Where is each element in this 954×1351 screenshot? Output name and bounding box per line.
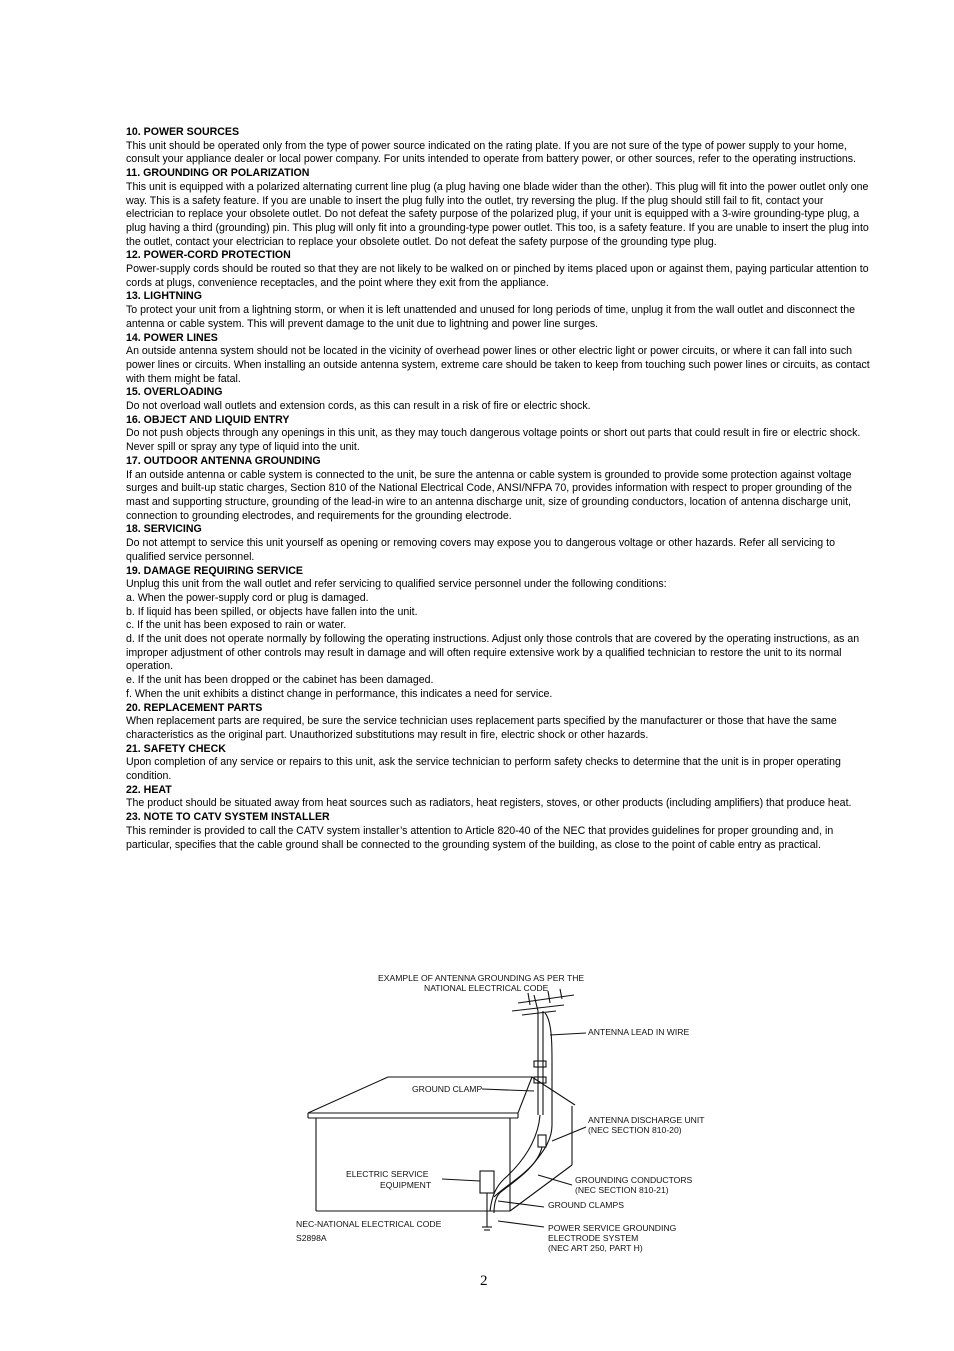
section-paragraph: a. When the power-supply cord or plug is damaged. bbox=[126, 591, 369, 604]
safety-section bbox=[126, 290, 872, 331]
section-paragraph: f. When the unit exhibits a distinct change in performance, this indicates a need for service. bbox=[126, 687, 553, 700]
section-title: 12. POWER-CORD PROTECTION bbox=[126, 249, 291, 262]
safety-section bbox=[126, 414, 872, 455]
safety-section bbox=[126, 249, 872, 290]
label-figure-code: S2898A bbox=[296, 1233, 327, 1243]
section-paragraph: Do not attempt to service this unit yourself as opening or removing covers may expose you to dangerous voltage or other hazards. Refer all servicing to qualified service personnel. bbox=[126, 537, 835, 563]
section-paragraph: If an outside antenna or cable system is connected to the unit, be sure the antenna or cable system is grounded to provide some protection against voltage surges and built-up static charges, Section 810 of the National Electrical Code, ANSI/NFPA 70, provides information with respect to proper grounding of the mast and supporting structure, grounding of the lead-in wire to an antenna discharge unit, size of grounding conductors, location of antenna discharge unit, connection to grounding electrodes, and requirements for the grounding electrode. bbox=[126, 468, 852, 522]
section-paragraph: This reminder is provided to call the CATV system installer’s attention to Article 820-40 of the NEC that provides guidelines for proper grounding and, in particular, specifies that the cable ground shall be connected to the grounding system of the building, as close to the point of cable entry as practical. bbox=[126, 824, 834, 851]
section-paragraph: Do not push objects through any openings in this unit, as they may touch dangerous voltage points or short out parts that could result in fire or electric shock. Never spill or spray any type of liquid into the unit. bbox=[126, 427, 861, 454]
grounding-diagram-svg bbox=[290, 965, 730, 1265]
section-title: 13. LIGHTNING bbox=[126, 290, 202, 303]
label-discharge-unit: ANTENNA DISCHARGE UNIT bbox=[588, 1115, 705, 1125]
label-nec: NEC-NATIONAL ELECTRICAL CODE bbox=[296, 1219, 442, 1229]
safety-section bbox=[126, 702, 872, 743]
safety-section bbox=[126, 386, 872, 413]
section-paragraph: power lines or circuits. When installing an outside antenna system, extreme care should be taken to keep from touching such power lines or circuits, as contact with them might be fatal. bbox=[126, 358, 870, 385]
section-paragraph: An outside antenna system should not be located in the vicinity of overhead power lines or other electric light or power circuits, or where it can fall into such bbox=[126, 345, 853, 358]
section-title: 11. GROUNDING OR POLARIZATION bbox=[126, 167, 310, 180]
label-ground-clamps: GROUND CLAMPS bbox=[548, 1200, 624, 1210]
safety-section bbox=[126, 455, 872, 524]
section-paragraph: Unplug this unit from the wall outlet and refer servicing to qualified service personnel under the following conditions: bbox=[126, 578, 667, 591]
label-power-grounding: POWER SERVICE GROUNDING bbox=[548, 1223, 677, 1233]
service-box bbox=[480, 1171, 494, 1193]
house-roof bbox=[308, 1077, 532, 1113]
section-title: 14. POWER LINES bbox=[126, 331, 218, 344]
section-title: 16. OBJECT AND LIQUID ENTRY bbox=[126, 413, 290, 426]
label-ground-clamp: GROUND CLAMP bbox=[412, 1084, 483, 1094]
label-discharge-section: (NEC SECTION 810-20) bbox=[588, 1125, 682, 1135]
section-paragraph: e. If the unit has been dropped or the cabinet has been damaged. bbox=[126, 674, 434, 687]
label-antenna-lead: ANTENNA LEAD IN WIRE bbox=[588, 1027, 690, 1037]
discharge-unit bbox=[538, 1135, 546, 1147]
section-paragraph: This unit is equipped with a polarized alternating current line plug (a plug having one blade wider than the other). This plug will fit into the power outlet only one way. This is a safety feature. If you are unable to insert the plug fully into the outlet, try reversing the plug. If the plug should still fail to fit, contact your electrician to replace your obsolete outlet. Do not defeat the safety purpose of the polarized plug, if your unit is equipped with a 3-wire grounding-type plug, a plug having a third (grounding) pin. This plug will only fit into a grounding-type power outlet. This too, is a safety feature. If you are unable to insert the plug into the outlet, contact your electrician to replace your obsolete outlet. Do not defeat the safety purpose of the grounding type plug. bbox=[126, 180, 869, 248]
safety-instructions-text bbox=[126, 126, 872, 852]
label-electric-service: ELECTRIC SERVICE bbox=[346, 1169, 429, 1179]
safety-section bbox=[126, 126, 872, 167]
section-paragraph: The product should be situated away from heat sources such as radiators, heat registers, stoves, or other products (including amplifiers) that produce heat. bbox=[126, 797, 852, 810]
section-paragraph: To protect your unit from a lightning storm, or when it is left unattended and unused for long periods of time, unplug it from the wall outlet and disconnect the antenna or cable system. This will prevent damage to the unit due to lightning and power line surges. bbox=[126, 304, 856, 330]
section-title: 18. SERVICING bbox=[126, 523, 202, 536]
safety-section bbox=[126, 167, 872, 249]
safety-section bbox=[126, 811, 872, 852]
label-grounding-conductors: GROUNDING CONDUCTORS bbox=[575, 1175, 693, 1185]
figure-title-line1: EXAMPLE OF ANTENNA GROUNDING AS PER THE bbox=[378, 973, 585, 983]
section-paragraph: When replacement parts are required, be sure the service technician uses replacement parts specified by the manufacturer or those that have the same characteristics as the original part. Unauthorized substitutions may result in fire, electric shock or other hazards. bbox=[126, 715, 837, 741]
section-paragraph: d. If the unit does not operate normally by following the operating instructions. Adjust only those controls that are covered by the operating instructions, as an improper adjustment of other controls may result in damage and will often require extensive work by a qualified technician to restore the unit to its normal operation. bbox=[126, 633, 860, 673]
label-nec-article: (NEC ART 250, PART H) bbox=[548, 1243, 643, 1253]
section-paragraph: b. If liquid has been spilled, or objects have fallen into the unit. bbox=[126, 605, 418, 618]
figure-title-line2: NATIONAL ELECTRICAL CODE bbox=[424, 983, 549, 993]
section-title: 17. OUTDOOR ANTENNA GROUNDING bbox=[126, 454, 321, 467]
page-number: 2 bbox=[480, 1273, 488, 1289]
label-conductors-section: (NEC SECTION 810-21) bbox=[575, 1185, 669, 1195]
section-title: 20. REPLACEMENT PARTS bbox=[126, 701, 263, 714]
section-title: 19. DAMAGE REQUIRING SERVICE bbox=[126, 564, 303, 577]
label-electrode-system: ELECTRODE SYSTEM bbox=[548, 1233, 639, 1243]
safety-section bbox=[126, 523, 872, 564]
section-paragraph: c. If the unit has been exposed to rain or water. bbox=[126, 619, 347, 632]
safety-section bbox=[126, 784, 872, 811]
section-title: 22. HEAT bbox=[126, 783, 172, 796]
safety-section bbox=[126, 743, 872, 784]
section-title: 23. NOTE TO CATV SYSTEM INSTALLER bbox=[126, 811, 330, 824]
section-paragraph: Power-supply cords should be routed so that they are not likely to be walked on or pinched by items placed upon or against them, paying particular attention to cords at plugs, convenience receptacles, and the point where they exit from the appliance. bbox=[126, 263, 869, 289]
label-equipment: EQUIPMENT bbox=[380, 1180, 432, 1190]
section-paragraph: This unit should be operated only from the type of power source indicated on the rating plate. If you are not sure of the type of power supply to your home, consult your appliance dealer or local power company. For units intended to operate from battery power, or other sources, refer to the operating instructions. bbox=[126, 139, 856, 166]
antenna-grounding-diagram bbox=[290, 965, 730, 1265]
section-title: 10. POWER SOURCES bbox=[126, 126, 240, 138]
section-title: 21. SAFETY CHECK bbox=[126, 742, 226, 755]
section-title: 15. OVERLOADING bbox=[126, 386, 223, 399]
safety-section bbox=[126, 332, 872, 387]
section-paragraph: Do not overload wall outlets and extension cords, as this can result in a risk of fire or electric shock. bbox=[126, 400, 591, 413]
safety-section bbox=[126, 565, 872, 702]
section-paragraph: Upon completion of any service or repairs to this unit, ask the service technician to perform safety checks to determine that the unit is in proper operating condition. bbox=[126, 756, 841, 783]
